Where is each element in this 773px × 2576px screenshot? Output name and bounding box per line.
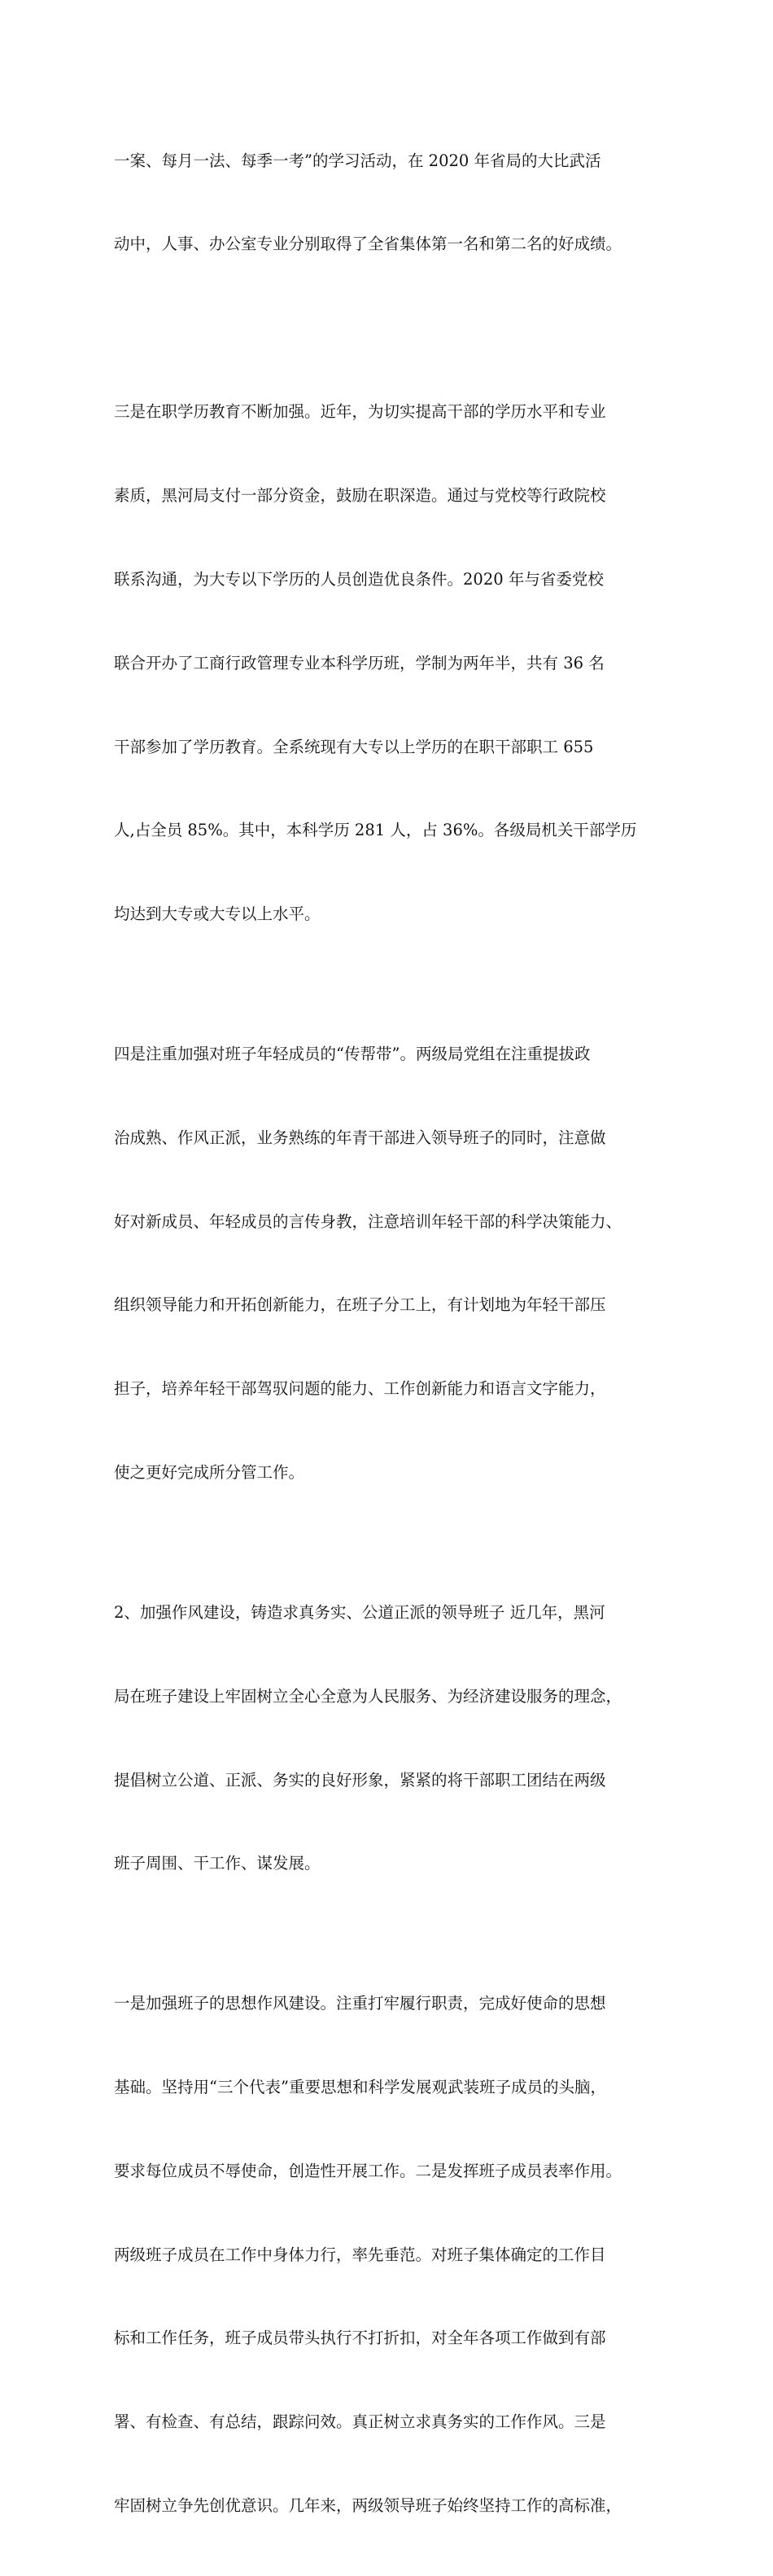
text-line: 提倡树立公道、正派、务实的良好形象，紧紧的将干部职工团结在两级 [114,1770,606,1790]
text-line: 一案、每月一法、每季一考”的学习活动，在 2020 年省局的大比武活 [114,151,601,170]
text-line: 标和工作任务，班子成员带头执行不打折扣，对全年各项工作做到有部 [114,2328,606,2348]
text-line: 三是在职学历教育不断加强。近年，为切实提高干部的学历水平和专业 [114,401,606,421]
text-line: 均达到大专或大专以上水平。 [114,905,321,924]
text-line: 动中，人事、办公室专业分别取得了全省集体第一名和第二名的好成绩。 [114,234,622,254]
text-line: 联系沟通，为大专以下学历的人员创造优良条件。2020 年与省委党校 [114,569,604,589]
paragraph-first-point [114,1934,675,2576]
text-line: 要求每位成员不辱使命，创造性开展工作。二是发挥班子成员表率作用。 [114,2161,622,2180]
paragraph-intro-continued [114,91,675,314]
document-body [114,91,675,2576]
text-line: 担子，培养年轻干部驾驭问题的能力、工作创新能力和语言文字能力， [114,1379,606,1399]
section-heading-line: 2、加强作风建设，铸造求真务实、公道正派的领导班子 近几年，黑河 [114,1602,605,1622]
paragraph-section-2 [114,1543,675,1934]
text-line: 四是注重加强对班子年轻成员的“传帮带”。两级局党组在注重提拔政 [114,1044,591,1063]
text-line: 干部参加了学历教育。全系统现有大专以上学历的在职干部职工 655 [114,737,594,756]
text-line: 组织领导能力和开拓创新能力，在班子分工上，有计划地为年轻干部压 [114,1295,606,1315]
text-line: 署、有检查、有总结，跟踪问效。真正树立求真务实的工作作风。三是 [114,2412,606,2432]
text-line: 班子周围、干工作、谋发展。 [114,1854,321,1873]
text-line: 联合开办了工商行政管理专业本科学历班，学制为两年半，共有 36 名 [114,653,605,672]
text-line: 牢固树立争先创优意识。几年来，两级领导班子始终坚持工作的高标准， [114,2496,622,2516]
text-line: 基础。坚持用“三个代表”重要思想和科学发展观武装班子成员的头脑， [114,2077,606,2096]
text-line: 一是加强班子的思想作风建设。注重打牢履行职责，完成好使命的思想 [114,1993,606,2013]
text-line: 两级班子成员在工作中身体力行，率先垂范。对班子集体确定的工作目 [114,2245,606,2264]
text-line: 治成熟、作风正派，业务熟练的年青干部进入领导班子的同时，注意做 [114,1128,606,1147]
paragraph-fourth-point [114,984,675,1543]
text-line: 好对新成员、年轻成员的言传身教，注意培训年轻干部的科学决策能力、 [114,1211,622,1231]
text-line: 素质，黑河局支付一部分资金，鼓励在职深造。通过与党校等行政院校 [114,485,606,505]
paragraph-third-point [114,342,675,984]
text-line: 局在班子建设上牢固树立全心全意为人民服务、为经济建设服务的理念， [114,1686,622,1706]
text-line: 人,占全员 85%。其中，本科学历 281 人，占 36%。各级局机关干部学历 [114,821,637,840]
paragraph-gap [114,314,675,342]
text-line: 使之更好完成所分管工作。 [114,1463,305,1483]
